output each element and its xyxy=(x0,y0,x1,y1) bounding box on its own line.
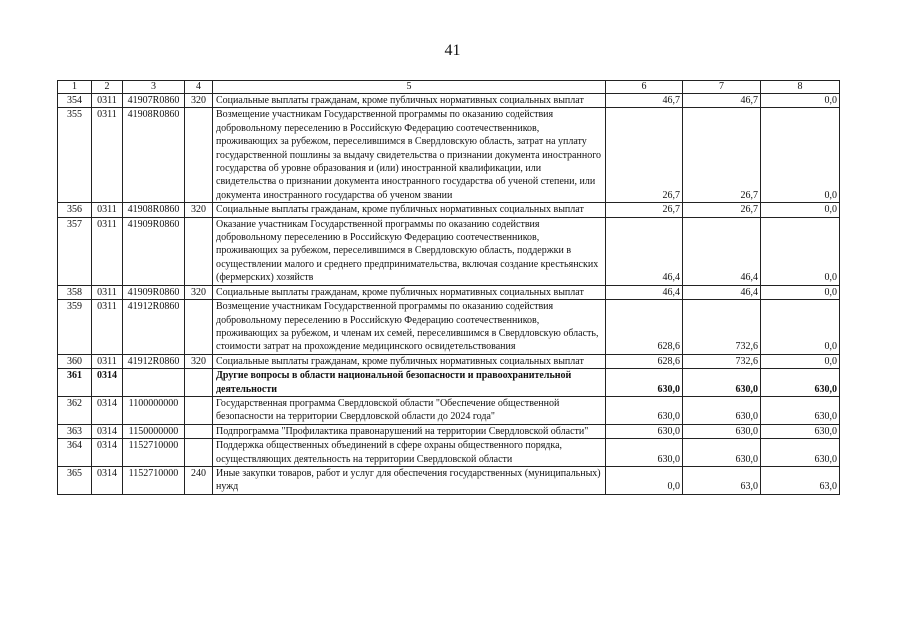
value-col-7: 46,4 xyxy=(683,285,761,299)
value-col-8: 0,0 xyxy=(761,354,840,368)
value-col-7: 46,7 xyxy=(683,94,761,108)
value-col-7: 46,4 xyxy=(683,217,761,285)
row-description: Другие вопросы в области национальной безопасности и правоохранительной деятельности xyxy=(213,369,606,397)
row-number: 363 xyxy=(58,424,92,438)
target-code: 41909R0860 xyxy=(123,217,185,285)
row-number: 357 xyxy=(58,217,92,285)
table-row xyxy=(58,203,840,217)
value-col-6: 46,7 xyxy=(606,94,683,108)
value-col-7: 630,0 xyxy=(683,369,761,397)
value-col-7: 630,0 xyxy=(683,439,761,467)
row-description: Иные закупки товаров, работ и услуг для обеспечения государственных (муниципальных) нужд xyxy=(213,466,606,494)
table-row xyxy=(58,396,840,424)
section-code: 0311 xyxy=(92,94,123,108)
target-code: 41912R0860 xyxy=(123,300,185,355)
table-row xyxy=(58,108,840,203)
table-row xyxy=(58,300,840,355)
header-col-1: 1 xyxy=(58,81,92,94)
value-col-8: 630,0 xyxy=(761,396,840,424)
expense-type xyxy=(185,108,213,203)
row-number: 365 xyxy=(58,466,92,494)
row-number: 355 xyxy=(58,108,92,203)
target-code: 41908R0860 xyxy=(123,203,185,217)
table-row xyxy=(58,424,840,438)
value-col-8: 0,0 xyxy=(761,300,840,355)
value-col-8: 63,0 xyxy=(761,466,840,494)
value-col-6: 630,0 xyxy=(606,396,683,424)
row-number: 358 xyxy=(58,285,92,299)
value-col-6: 630,0 xyxy=(606,424,683,438)
table-row xyxy=(58,354,840,368)
value-col-8: 0,0 xyxy=(761,94,840,108)
header-col-7: 7 xyxy=(683,81,761,94)
expense-type: 320 xyxy=(185,285,213,299)
section-code: 0314 xyxy=(92,396,123,424)
expense-type xyxy=(185,369,213,397)
expense-type: 240 xyxy=(185,466,213,494)
value-col-6: 26,7 xyxy=(606,108,683,203)
row-number: 356 xyxy=(58,203,92,217)
value-col-7: 630,0 xyxy=(683,396,761,424)
header-col-5: 5 xyxy=(213,81,606,94)
expense-type: 320 xyxy=(185,203,213,217)
header-col-4: 4 xyxy=(185,81,213,94)
row-description: Возмещение участникам Государственной программы по оказанию содействия добровольному переселению в Российскую Федерацию соотечественников, проживающих за рубежом, и членам их семей, переселившимся в Свердловскую область, стоимости затрат на прохождение медицинского освидетельствования xyxy=(213,300,606,355)
section-code: 0314 xyxy=(92,424,123,438)
row-number: 362 xyxy=(58,396,92,424)
table-row xyxy=(58,369,840,397)
header-col-3: 3 xyxy=(123,81,185,94)
value-col-8: 0,0 xyxy=(761,285,840,299)
value-col-8: 0,0 xyxy=(761,203,840,217)
value-col-7: 732,6 xyxy=(683,354,761,368)
row-number: 364 xyxy=(58,439,92,467)
row-description: Государственная программа Свердловской области "Обеспечение общественной безопасности на территории Свердловской области до 2024 года" xyxy=(213,396,606,424)
table-row xyxy=(58,94,840,108)
section-code: 0311 xyxy=(92,285,123,299)
section-code: 0311 xyxy=(92,217,123,285)
expense-type: 320 xyxy=(185,94,213,108)
target-code: 41909R0860 xyxy=(123,285,185,299)
target-code: 1152710000 xyxy=(123,466,185,494)
section-code: 0311 xyxy=(92,108,123,203)
row-description: Социальные выплаты гражданам, кроме публичных нормативных социальных выплат xyxy=(213,94,606,108)
row-description: Социальные выплаты гражданам, кроме публичных нормативных социальных выплат xyxy=(213,354,606,368)
value-col-6: 630,0 xyxy=(606,369,683,397)
row-number: 361 xyxy=(58,369,92,397)
table-row xyxy=(58,466,840,494)
header-col-6: 6 xyxy=(606,81,683,94)
value-col-6: 46,4 xyxy=(606,217,683,285)
target-code: 1150000000 xyxy=(123,424,185,438)
row-number: 360 xyxy=(58,354,92,368)
expense-type xyxy=(185,396,213,424)
row-number: 359 xyxy=(58,300,92,355)
section-code: 0311 xyxy=(92,203,123,217)
row-description: Социальные выплаты гражданам, кроме публичных нормативных социальных выплат xyxy=(213,203,606,217)
section-code: 0311 xyxy=(92,300,123,355)
value-col-6: 26,7 xyxy=(606,203,683,217)
value-col-8: 0,0 xyxy=(761,217,840,285)
value-col-8: 630,0 xyxy=(761,439,840,467)
row-description: Социальные выплаты гражданам, кроме публичных нормативных социальных выплат xyxy=(213,285,606,299)
value-col-6: 628,6 xyxy=(606,300,683,355)
row-description: Оказание участникам Государственной программы по оказанию содействия добровольному переселению в Российскую Федерацию соотечественников, проживающих за рубежом, переселившимся в Свердловскую область, поддержки в осуществлении малого и среднего предпринимательства, включая создание крестьянских (фермерских) хозяйств xyxy=(213,217,606,285)
target-code: 1152710000 xyxy=(123,439,185,467)
section-code: 0314 xyxy=(92,369,123,397)
value-col-7: 63,0 xyxy=(683,466,761,494)
expense-type xyxy=(185,300,213,355)
expense-type xyxy=(185,424,213,438)
value-col-6: 630,0 xyxy=(606,439,683,467)
table-row xyxy=(58,439,840,467)
value-col-8: 630,0 xyxy=(761,424,840,438)
section-code: 0314 xyxy=(92,466,123,494)
target-code: 41908R0860 xyxy=(123,108,185,203)
page-number: 41 xyxy=(444,42,461,59)
header-col-2: 2 xyxy=(92,81,123,94)
value-col-6: 628,6 xyxy=(606,354,683,368)
header-col-8: 8 xyxy=(761,81,840,94)
target-code: 1100000000 xyxy=(123,396,185,424)
target-code: 41907R0860 xyxy=(123,94,185,108)
section-code: 0311 xyxy=(92,354,123,368)
row-description: Поддержка общественных объединений в сфере охраны общественного порядка, осуществляющих деятельность на территории Свердловской области xyxy=(213,439,606,467)
budget-table xyxy=(57,80,840,495)
value-col-8: 0,0 xyxy=(761,108,840,203)
value-col-6: 46,4 xyxy=(606,285,683,299)
row-number: 354 xyxy=(58,94,92,108)
table-row xyxy=(58,217,840,285)
value-col-7: 732,6 xyxy=(683,300,761,355)
value-col-8: 630,0 xyxy=(761,369,840,397)
value-col-6: 0,0 xyxy=(606,466,683,494)
value-col-7: 630,0 xyxy=(683,424,761,438)
expense-type: 320 xyxy=(185,354,213,368)
value-col-7: 26,7 xyxy=(683,203,761,217)
target-code: 41912R0860 xyxy=(123,354,185,368)
target-code xyxy=(123,369,185,397)
row-description: Возмещение участникам Государственной программы по оказанию содействия добровольному переселению в Российскую Федерацию соотечественников, проживающих за рубежом, переселившимся в Свердловскую область, затрат на уплату государственной пошлины за выдачу свидетельства о признании документа иностранного государства об уровне образования и (или) иностранной квалификации, или свидетельства о признании документа иностранного государства об ученой степени, или документа иностранного государства об ученом звании xyxy=(213,108,606,203)
row-description: Подпрограмма "Профилактика правонарушений на территории Свердловской области" xyxy=(213,424,606,438)
table-row xyxy=(58,285,840,299)
expense-type xyxy=(185,217,213,285)
header-row xyxy=(58,81,840,94)
value-col-7: 26,7 xyxy=(683,108,761,203)
section-code: 0314 xyxy=(92,439,123,467)
expense-type xyxy=(185,439,213,467)
